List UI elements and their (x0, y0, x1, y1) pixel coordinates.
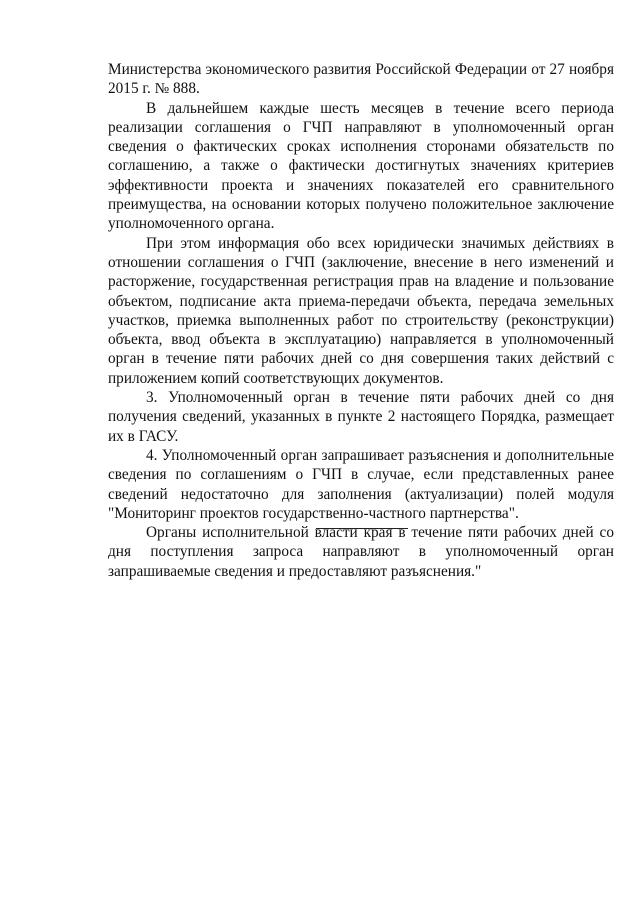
document-body (108, 60, 614, 581)
paragraph-item-3: 3. Уполномоченный орган в течение пяти рабочих дней со дня получения сведений, указанных в пункте 2 настоящего Порядка, размещает их в ГАСУ. (108, 389, 614, 445)
paragraph-legal-actions: При этом информация обо всех юридически значимых действиях в отношении соглашения о ГЧП (заключение, внесение в него изменений и расторжение, государственная регистрация прав на владение и пользование объектом, подписание акта приема-передачи объекта, передача земельных участков, приемка выполненных работ по строительству (реконструкции) объекта, ввод объекта в эксплуатацию) направляется в уполномоченный орган в течение пяти рабочих дней со дня совершения таких действий с приложением копий соответствующих документов. (108, 234, 614, 387)
paragraph-reporting-period: В дальнейшем каждые шесть месяцев в течение всего периода реализации соглашения о ГЧП направляют в уполномоченный орган сведения о фактических сроках исполнения сторонами обязательств по соглашению, а также о фактически достигнутых значениях критериев эффективности проекта и значениях показателей его сравнительного преимущества, на основании которых получено положительное заключение уполномоченного органа. (108, 99, 614, 233)
paragraph-item-4: 4. Уполномоченный орган запрашивает разъяснения и дополнительные сведения по соглашениям о ГЧП в случае, если представленных ранее сведений недостаточно для заполнения (актуализации) полей модуля "Мониторинг проектов государственно-частного партнерства". (108, 446, 614, 522)
paragraph-executive-bodies: Органы исполнительной власти края в течение пяти рабочих дней со дня поступления запроса направляют в уполномоченный орган запрашиваемые сведения и предоставляют разъяснения." (108, 524, 614, 580)
paragraph-continuation: Министерства экономического развития Российской Федерации от 27 ноября 2015 г. № 888. (108, 61, 614, 98)
closing-divider (316, 528, 408, 529)
